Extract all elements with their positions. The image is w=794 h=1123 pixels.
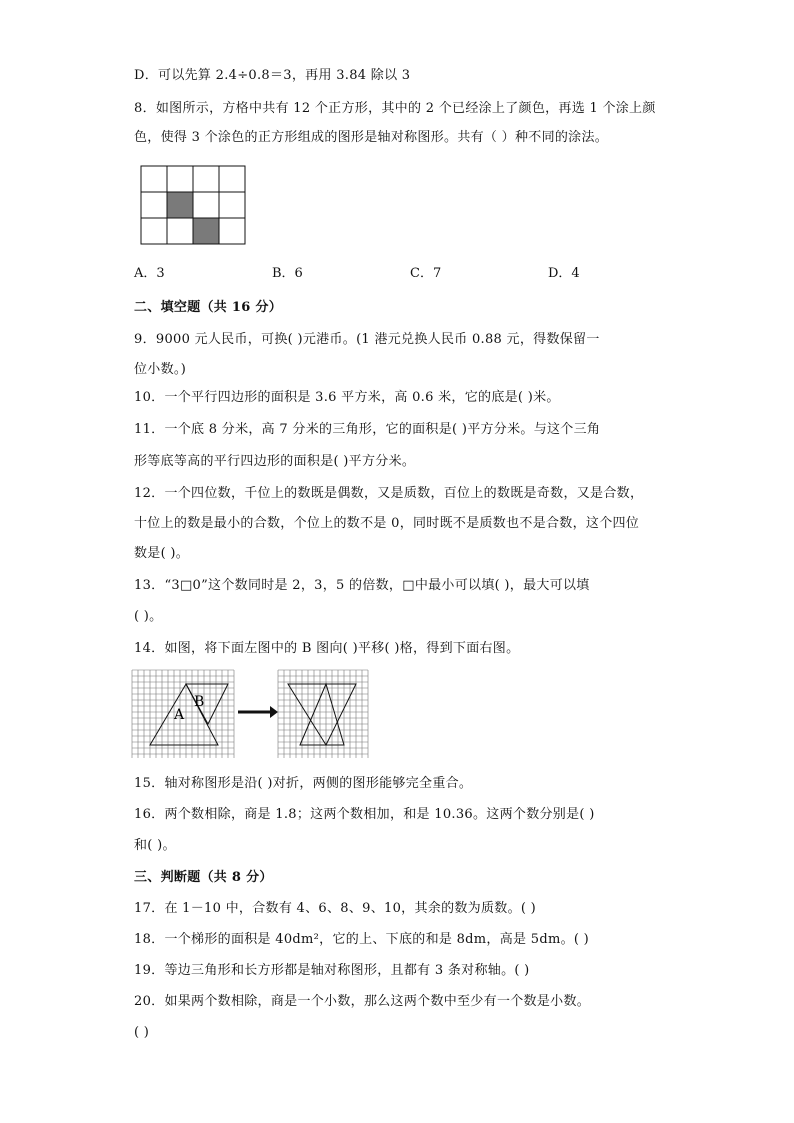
q8-option-a[interactable]: A．3 bbox=[134, 266, 165, 281]
right-arrow-icon bbox=[270, 706, 278, 718]
grid-cell[interactable] bbox=[193, 192, 219, 218]
grid-cell[interactable] bbox=[167, 218, 193, 244]
q17-line1: 17．在 1－10 中，合数有 4、6、8、9、10，其余的数为质数。( ) bbox=[134, 901, 537, 916]
q9-line2: 位小数。) bbox=[134, 362, 187, 377]
q13-line1: 13．“3□0”这个数同时是 2，3，5 的倍数，□中最小可以填( )，最大可以填 bbox=[134, 578, 590, 593]
q16-line2: 和( )。 bbox=[134, 838, 176, 853]
q10-line1: 10．一个平行四边形的面积是 3.6 平方米，高 0.6 米，它的底是( )米。 bbox=[134, 390, 560, 405]
section-3-title: 三、判断题（共 8 分） bbox=[134, 870, 273, 885]
q18-line1: 18．一个梯形的面积是 40dm²，它的上、下底的和是 8dm，高是 5dm。( ) bbox=[134, 932, 590, 947]
q8-line1: 8．如图所示，方格中共有 12 个正方形，其中的 2 个已经涂上了颜色，再选 1 个涂上颜 bbox=[134, 101, 656, 116]
q12-line3: 数是( )。 bbox=[134, 546, 190, 561]
q19-line1: 19．等边三角形和长方形都是轴对称图形，且都有 3 条对称轴。( ) bbox=[134, 963, 530, 978]
q8-line2: 色，使得 3 个涂色的正方形组成的图形是轴对称图形。共有（ ）种不同的涂法。 bbox=[134, 130, 609, 145]
label-b: B bbox=[194, 694, 205, 710]
grid-cell-shaded bbox=[193, 218, 219, 244]
grid-cell[interactable] bbox=[141, 192, 167, 218]
grid-cell[interactable] bbox=[219, 218, 245, 244]
q20-line1: 20．如果两个数相除，商是一个小数，那么这两个数中至少有一个数是小数。 bbox=[134, 994, 591, 1009]
grid-cell[interactable] bbox=[219, 192, 245, 218]
q9-line1: 9．9000 元人民币，可换( )元港币。(1 港元兑换人民币 0.88 元，得数保留一 bbox=[134, 332, 600, 347]
section-2-title: 二、填空题（共 16 分） bbox=[134, 300, 283, 315]
q11-line2: 形等底等高的平行四边形的面积是( )平方分米。 bbox=[134, 454, 416, 469]
grid-cell[interactable] bbox=[141, 218, 167, 244]
q12-line1: 12．一个四位数，千位上的数既是偶数，又是质数，百位上的数既是奇数，又是合数， bbox=[134, 486, 644, 501]
q8-option-d[interactable]: D．4 bbox=[548, 266, 580, 281]
q7-option-d: D．可以先算 2.4÷0.8＝3，再用 3.84 除以 3 bbox=[134, 68, 411, 83]
q20-line2: ( ) bbox=[134, 1025, 150, 1040]
q8-square-grid bbox=[140, 165, 248, 245]
q11-line1: 11．一个底 8 分米，高 7 分米的三角形，它的面积是( )平方分米。与这个三角 bbox=[134, 422, 601, 437]
grid-cell[interactable] bbox=[193, 166, 219, 192]
grid-cell[interactable] bbox=[141, 166, 167, 192]
label-a: A bbox=[174, 707, 185, 723]
q8-option-c[interactable]: C．7 bbox=[410, 266, 442, 281]
q14-line1: 14．如图，将下面左图中的 B 图向( )平移( )格，得到下面右图。 bbox=[134, 641, 520, 656]
q13-line2: ( )。 bbox=[134, 609, 163, 624]
q8-option-b[interactable]: B．6 bbox=[272, 266, 303, 281]
q14-translation-figure bbox=[130, 668, 375, 758]
grid-cell-shaded bbox=[167, 192, 193, 218]
grid-cell[interactable] bbox=[167, 166, 193, 192]
q16-line1: 16．两个数相除，商是 1.8；这两个数相加，和是 10.36。这两个数分别是( ) bbox=[134, 807, 595, 822]
grid-cell[interactable] bbox=[219, 166, 245, 192]
q15-line1: 15．轴对称图形是沿( )对折，两侧的图形能够完全重合。 bbox=[134, 776, 473, 791]
q12-line2: 十位上的数是最小的合数，个位上的数不是 0，同时既不是质数也不是合数，这个四位 bbox=[134, 516, 640, 531]
